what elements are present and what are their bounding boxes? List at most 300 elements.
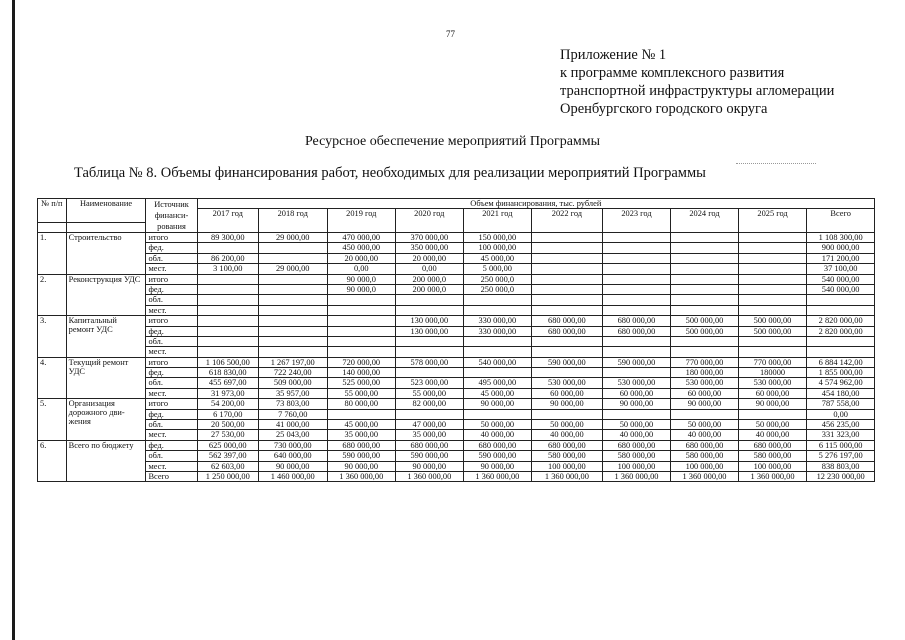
table-row	[38, 388, 875, 398]
amount-cell	[671, 264, 739, 274]
amount-cell: 47 000,00	[396, 420, 464, 430]
amount-cell	[602, 264, 671, 274]
amount-cell: 590 000,00	[602, 357, 671, 367]
amount-cell: 470 000,00	[327, 233, 396, 243]
amount-cell: 350 000,00	[396, 243, 464, 253]
row-number: 1.	[38, 233, 67, 275]
amount-cell: 680 000,00	[532, 326, 603, 336]
table-row	[38, 253, 875, 263]
amount-cell: 171 200,00	[807, 253, 875, 263]
amount-cell	[532, 336, 603, 346]
amount-cell	[671, 409, 739, 419]
amount-cell: 2 820 000,00	[807, 316, 875, 326]
financing-table	[37, 198, 875, 482]
activity-name: Строительство	[66, 233, 146, 275]
year-header: 2021 год	[463, 209, 532, 233]
amount-cell: 90 000,00	[396, 461, 464, 471]
amount-cell: 130 000,00	[396, 316, 464, 326]
amount-cell	[807, 295, 875, 305]
amount-cell	[327, 326, 396, 336]
funding-source: итого	[146, 357, 197, 367]
amount-cell	[327, 409, 396, 419]
amount-cell: 530 000,00	[532, 378, 603, 388]
amount-cell	[671, 347, 739, 357]
amount-cell	[327, 305, 396, 315]
amount-cell	[532, 347, 603, 357]
amount-cell	[396, 305, 464, 315]
amount-cell: 787 558,00	[807, 399, 875, 409]
amount-cell	[463, 336, 532, 346]
row-number: 4.	[38, 357, 67, 399]
amount-cell: 200 000,0	[396, 284, 464, 294]
amount-cell	[807, 305, 875, 315]
amount-cell	[602, 274, 671, 284]
amount-cell	[807, 347, 875, 357]
amount-cell: 680 000,00	[602, 440, 671, 450]
amount-cell	[738, 264, 807, 274]
funding-source: итого	[146, 274, 197, 284]
amount-cell	[671, 233, 739, 243]
amount-cell: 100 000,00	[738, 461, 807, 471]
amount-cell: 1 106 500,00	[197, 357, 258, 367]
amount-cell: 500 000,00	[671, 316, 739, 326]
amount-cell	[197, 243, 258, 253]
amount-cell: 90 000,00	[463, 461, 532, 471]
amount-cell: 130 000,00	[396, 326, 464, 336]
amount-cell	[327, 347, 396, 357]
funding-source: мест.	[146, 388, 197, 398]
amount-cell: 770 000,00	[671, 357, 739, 367]
amount-cell	[327, 316, 396, 326]
amount-cell	[671, 336, 739, 346]
table-row	[38, 420, 875, 430]
amount-cell: 495 000,00	[463, 378, 532, 388]
funding-source: мест.	[146, 461, 197, 471]
year-header: 2017 год	[197, 209, 258, 233]
amount-cell	[463, 305, 532, 315]
table-row	[38, 409, 875, 419]
amount-cell: 50 000,00	[463, 420, 532, 430]
amount-cell: 7 760,00	[258, 409, 327, 419]
amount-cell: 90 000,0	[327, 274, 396, 284]
header-num: № п/п	[38, 199, 67, 223]
year-header: 2019 год	[327, 209, 396, 233]
amount-cell	[671, 295, 739, 305]
amount-cell: 540 000,00	[807, 274, 875, 284]
table-row	[38, 471, 875, 481]
amount-cell: 625 000,00	[197, 440, 258, 450]
scan-artifact-line	[736, 163, 816, 164]
funding-source: обл.	[146, 336, 197, 346]
table-row	[38, 461, 875, 471]
amount-cell: 1 360 000,00	[327, 471, 396, 481]
amount-cell: 90 000,00	[463, 399, 532, 409]
funding-source: итого	[146, 233, 197, 243]
amount-cell: 530 000,00	[671, 378, 739, 388]
amount-cell	[258, 347, 327, 357]
year-header: 2022 год	[532, 209, 603, 233]
amount-cell: 73 803,00	[258, 399, 327, 409]
amount-cell	[327, 336, 396, 346]
amount-cell: 578 000,00	[396, 357, 464, 367]
amount-cell: 680 000,00	[602, 326, 671, 336]
amount-cell	[738, 336, 807, 346]
amount-cell: 562 397,00	[197, 451, 258, 461]
amount-cell: 455 697,00	[197, 378, 258, 388]
amount-cell: 680 000,00	[327, 440, 396, 450]
funding-source: обл.	[146, 420, 197, 430]
amount-cell: 35 000,00	[327, 430, 396, 440]
appendix-line: транспортной инфраструктуры агломерации	[560, 83, 835, 99]
amount-cell: 100 000,00	[671, 461, 739, 471]
amount-cell: 250 000,0	[463, 284, 532, 294]
amount-cell	[258, 253, 327, 263]
amount-cell: 25 043,00	[258, 430, 327, 440]
amount-cell	[396, 368, 464, 378]
amount-cell: 40 000,00	[463, 430, 532, 440]
amount-cell: 730 000,00	[258, 440, 327, 450]
amount-cell: 530 000,00	[602, 378, 671, 388]
funding-source: фед.	[146, 409, 197, 419]
amount-cell	[738, 253, 807, 263]
amount-cell: 456 235,00	[807, 420, 875, 430]
amount-cell: 12 230 000,00	[807, 471, 875, 481]
amount-cell	[197, 295, 258, 305]
amount-cell: 618 830,00	[197, 368, 258, 378]
funding-source: мест.	[146, 430, 197, 440]
amount-cell: 86 200,00	[197, 253, 258, 263]
amount-cell: 580 000,00	[671, 451, 739, 461]
amount-cell: 41 000,00	[258, 420, 327, 430]
amount-cell	[327, 295, 396, 305]
amount-cell: 250 000,0	[463, 274, 532, 284]
amount-cell: 20 500,00	[197, 420, 258, 430]
amount-cell: 838 803,00	[807, 461, 875, 471]
year-header: Всего	[807, 209, 875, 233]
amount-cell: 680 000,00	[671, 440, 739, 450]
amount-cell: 0,00	[327, 264, 396, 274]
document-title: Ресурсное обеспечение мероприятий Программы	[304, 134, 601, 149]
amount-cell: 60 000,00	[532, 388, 603, 398]
activity-name: Организация дорожного дви-жения	[66, 399, 146, 441]
appendix-block	[560, 46, 834, 118]
amount-cell: 90 000,00	[738, 399, 807, 409]
year-header: 2018 год	[258, 209, 327, 233]
amount-cell: 500 000,00	[738, 316, 807, 326]
amount-cell	[602, 409, 671, 419]
amount-cell	[671, 243, 739, 253]
row-number: 3.	[38, 316, 67, 358]
amount-cell	[258, 274, 327, 284]
table-row	[38, 326, 875, 336]
amount-cell: 45 000,00	[327, 420, 396, 430]
amount-cell	[197, 326, 258, 336]
table-row	[38, 243, 875, 253]
amount-cell	[807, 336, 875, 346]
amount-cell: 29 000,00	[258, 233, 327, 243]
amount-cell: 20 000,00	[396, 253, 464, 263]
funding-source: итого	[146, 316, 197, 326]
amount-cell: 580 000,00	[602, 451, 671, 461]
activity-name: Капитальный ремонт УДС	[66, 316, 146, 358]
amount-cell: 640 000,00	[258, 451, 327, 461]
amount-cell: 590 000,00	[327, 451, 396, 461]
amount-cell: 722 240,00	[258, 368, 327, 378]
amount-cell	[738, 305, 807, 315]
amount-cell: 100 000,00	[463, 243, 532, 253]
amount-cell	[671, 284, 739, 294]
amount-cell: 90 000,00	[602, 399, 671, 409]
amount-cell: 680 000,00	[532, 440, 603, 450]
amount-cell: 500 000,00	[738, 326, 807, 336]
amount-cell: 40 000,00	[602, 430, 671, 440]
amount-cell	[602, 347, 671, 357]
amount-cell	[738, 295, 807, 305]
amount-cell: 1 360 000,00	[463, 471, 532, 481]
amount-cell: 450 000,00	[327, 243, 396, 253]
amount-cell: 5 276 197,00	[807, 451, 875, 461]
table-row	[38, 378, 875, 388]
amount-cell	[258, 336, 327, 346]
amount-cell	[197, 316, 258, 326]
amount-cell: 680 000,00	[738, 440, 807, 450]
funding-source: мест.	[146, 347, 197, 357]
amount-cell: 40 000,00	[532, 430, 603, 440]
amount-cell	[532, 264, 603, 274]
amount-cell: 5 000,00	[463, 264, 532, 274]
table-row	[38, 336, 875, 346]
amount-cell	[396, 295, 464, 305]
table-row	[38, 284, 875, 294]
header-num-blank	[38, 222, 67, 232]
amount-cell: 1 460 000,00	[258, 471, 327, 481]
amount-cell: 180 000,00	[671, 368, 739, 378]
activity-name: Текущий ремонт УДС	[66, 357, 146, 399]
funding-source: мест.	[146, 264, 197, 274]
amount-cell: 200 000,0	[396, 274, 464, 284]
funding-source: Всего	[146, 471, 197, 481]
header-name: Наименование	[66, 199, 146, 223]
amount-cell: 45 000,00	[463, 253, 532, 263]
amount-cell	[396, 409, 464, 419]
table-title: Таблица № 8. Объемы финансирования работ, необходимых для реализации мероприятий Программы	[74, 165, 706, 181]
amount-cell: 60 000,00	[738, 388, 807, 398]
amount-cell: 1 267 197,00	[258, 357, 327, 367]
row-number: 6.	[38, 440, 67, 482]
table-row	[38, 399, 875, 409]
amount-cell: 370 000,00	[396, 233, 464, 243]
amount-cell	[671, 305, 739, 315]
table-row	[38, 451, 875, 461]
amount-cell: 525 000,00	[327, 378, 396, 388]
amount-cell: 90 000,00	[327, 461, 396, 471]
amount-cell: 590 000,00	[396, 451, 464, 461]
amount-cell: 3 100,00	[197, 264, 258, 274]
header-source: Источник финанси-рования	[146, 199, 197, 233]
amount-cell	[532, 284, 603, 294]
amount-cell: 1 855 000,00	[807, 368, 875, 378]
table-row	[38, 264, 875, 274]
amount-cell	[197, 336, 258, 346]
amount-cell: 540 000,00	[807, 284, 875, 294]
amount-cell: 6 884 142,00	[807, 357, 875, 367]
appendix-line: к программе комплексного развития	[560, 65, 785, 81]
amount-cell: 140 000,00	[327, 368, 396, 378]
amount-cell	[258, 316, 327, 326]
amount-cell: 40 000,00	[671, 430, 739, 440]
amount-cell: 770 000,00	[738, 357, 807, 367]
amount-cell	[258, 326, 327, 336]
table-row	[38, 430, 875, 440]
table-row	[38, 368, 875, 378]
amount-cell: 50 000,00	[738, 420, 807, 430]
amount-cell	[463, 347, 532, 357]
amount-cell: 680 000,00	[396, 440, 464, 450]
table-row	[38, 316, 875, 326]
amount-cell: 590 000,00	[463, 451, 532, 461]
row-number: 2.	[38, 274, 67, 316]
amount-cell	[738, 233, 807, 243]
amount-cell	[197, 284, 258, 294]
funding-source: итого	[146, 399, 197, 409]
amount-cell: 50 000,00	[532, 420, 603, 430]
table-row	[38, 233, 875, 243]
amount-cell	[738, 409, 807, 419]
amount-cell: 60 000,00	[671, 388, 739, 398]
amount-cell: 0,00	[807, 409, 875, 419]
amount-cell	[532, 274, 603, 284]
header-volume: Объем финансирования, тыс. рублей	[197, 199, 874, 209]
amount-cell	[396, 336, 464, 346]
amount-cell	[602, 284, 671, 294]
amount-cell: 330 000,00	[463, 316, 532, 326]
amount-cell: 2 820 000,00	[807, 326, 875, 336]
amount-cell: 50 000,00	[602, 420, 671, 430]
amount-cell: 1 250 000,00	[197, 471, 258, 481]
amount-cell: 330 000,00	[463, 326, 532, 336]
amount-cell: 90 000,00	[671, 399, 739, 409]
amount-cell: 6 170,00	[197, 409, 258, 419]
amount-cell: 62 603,00	[197, 461, 258, 471]
table-row	[38, 357, 875, 367]
amount-cell	[671, 253, 739, 263]
amount-cell	[532, 368, 603, 378]
amount-cell: 90 000,00	[258, 461, 327, 471]
amount-cell	[738, 243, 807, 253]
amount-cell	[532, 253, 603, 263]
amount-cell	[602, 295, 671, 305]
amount-cell	[463, 409, 532, 419]
activity-name: Всего по бюджету	[66, 440, 146, 482]
amount-cell: 590 000,00	[532, 357, 603, 367]
amount-cell	[396, 347, 464, 357]
amount-cell: 580 000,00	[532, 451, 603, 461]
funding-source: обл.	[146, 253, 197, 263]
amount-cell: 60 000,00	[602, 388, 671, 398]
amount-cell	[463, 368, 532, 378]
amount-cell	[671, 274, 739, 284]
amount-cell	[738, 274, 807, 284]
amount-cell: 150 000,00	[463, 233, 532, 243]
page-number: 77	[446, 29, 455, 39]
amount-cell: 45 000,00	[463, 388, 532, 398]
amount-cell: 50 000,00	[671, 420, 739, 430]
amount-cell: 80 000,00	[327, 399, 396, 409]
amount-cell	[532, 305, 603, 315]
amount-cell	[463, 295, 532, 305]
table-row	[38, 347, 875, 357]
year-header: 2024 год	[671, 209, 739, 233]
amount-cell	[258, 305, 327, 315]
amount-cell	[532, 409, 603, 419]
amount-cell: 35 957,00	[258, 388, 327, 398]
amount-cell	[602, 253, 671, 263]
amount-cell: 82 000,00	[396, 399, 464, 409]
amount-cell: 35 000,00	[396, 430, 464, 440]
amount-cell: 89 300,00	[197, 233, 258, 243]
year-header: 2023 год	[602, 209, 671, 233]
amount-cell	[197, 305, 258, 315]
amount-cell	[602, 233, 671, 243]
amount-cell	[602, 305, 671, 315]
funding-source: мест.	[146, 305, 197, 315]
page-edge-bar	[12, 0, 15, 640]
funding-source: фед.	[146, 440, 197, 450]
amount-cell	[602, 243, 671, 253]
amount-cell: 1 360 000,00	[671, 471, 739, 481]
amount-cell: 1 360 000,00	[532, 471, 603, 481]
amount-cell: 530 000,00	[738, 378, 807, 388]
amount-cell: 1 360 000,00	[602, 471, 671, 481]
amount-cell: 90 000,00	[532, 399, 603, 409]
amount-cell: 1 360 000,00	[396, 471, 464, 481]
table-row	[38, 274, 875, 284]
amount-cell	[197, 347, 258, 357]
amount-cell	[197, 274, 258, 284]
funding-source: обл.	[146, 295, 197, 305]
amount-cell: 180000	[738, 368, 807, 378]
appendix-line: Приложение № 1	[560, 47, 667, 63]
funding-source: фед.	[146, 368, 197, 378]
amount-cell	[602, 336, 671, 346]
amount-cell: 54 200,00	[197, 399, 258, 409]
amount-cell: 55 000,00	[327, 388, 396, 398]
amount-cell	[258, 243, 327, 253]
amount-cell: 29 000,00	[258, 264, 327, 274]
year-header: 2025 год	[738, 209, 807, 233]
amount-cell: 680 000,00	[463, 440, 532, 450]
amount-cell: 55 000,00	[396, 388, 464, 398]
amount-cell	[738, 284, 807, 294]
table-row	[38, 305, 875, 315]
table-row	[38, 440, 875, 450]
activity-name: Реконструкция УДС	[66, 274, 146, 316]
amount-cell: 100 000,00	[602, 461, 671, 471]
funding-source: обл.	[146, 451, 197, 461]
amount-cell: 680 000,00	[602, 316, 671, 326]
header-name-blank	[66, 222, 146, 232]
amount-cell: 100 000,00	[532, 461, 603, 471]
appendix-line: Оренбургского городского округа	[560, 101, 768, 117]
amount-cell: 523 000,00	[396, 378, 464, 388]
amount-cell: 540 000,00	[463, 357, 532, 367]
amount-cell: 27 530,00	[197, 430, 258, 440]
amount-cell	[532, 233, 603, 243]
amount-cell: 1 108 300,00	[807, 233, 875, 243]
row-number: 5.	[38, 399, 67, 441]
amount-cell	[738, 347, 807, 357]
funding-source: обл.	[146, 378, 197, 388]
